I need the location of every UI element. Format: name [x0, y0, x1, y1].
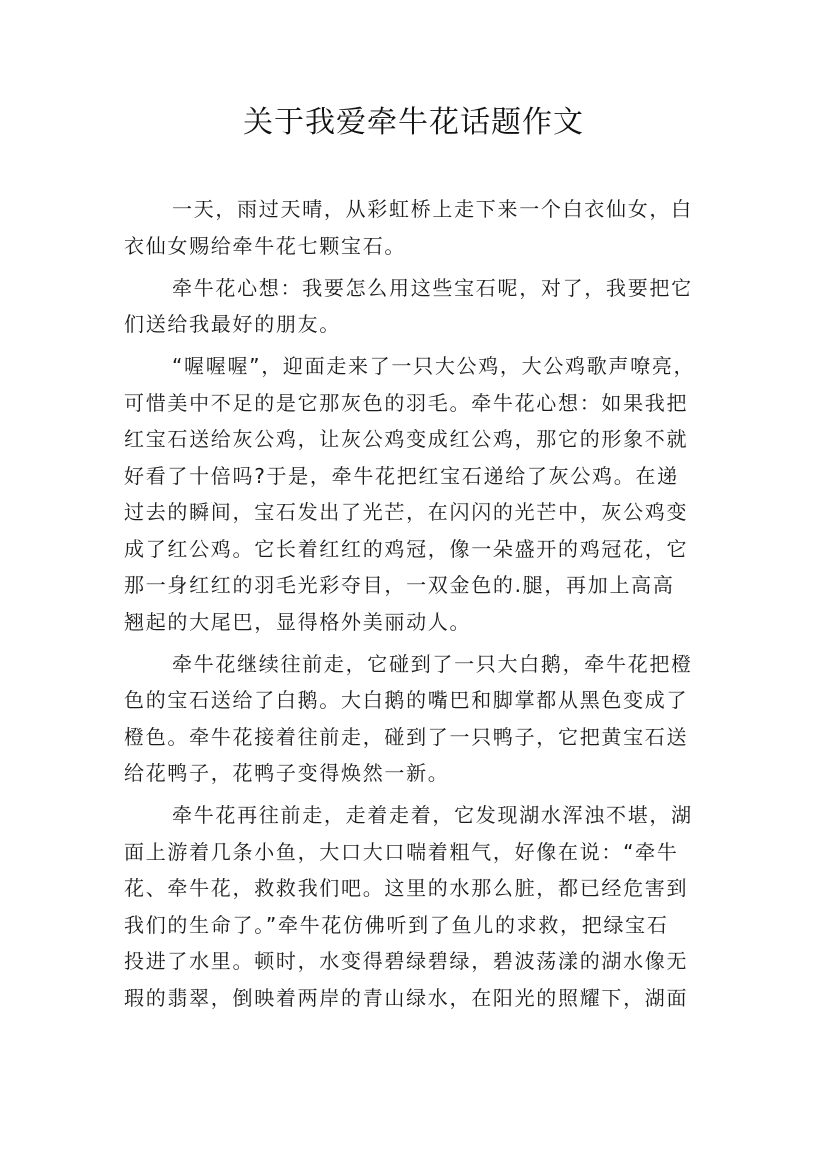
paragraph-line: 牵牛花继续往前走，它碰到了一只大白鹅，牵牛花把橙	[172, 651, 693, 676]
paragraph-line: 面上游着几条小鱼，大口大口喘着粗气，好像在说：“牵牛	[124, 839, 679, 864]
paragraph-line: 我们的生命了。”牵牛花仿佛听到了鱼儿的求救，把绿宝石	[124, 912, 669, 937]
paragraph-1	[124, 191, 724, 264]
paragraph-2	[124, 270, 724, 343]
paragraph-line: 给花鸭子，花鸭子变得焕然一新。	[124, 761, 450, 785]
paragraph-3	[124, 348, 724, 640]
paragraph-line: 投进了水里。顿时，水变得碧绿碧绿，碧波荡漾的湖水像无	[124, 949, 689, 973]
paragraph-line: 牵牛花再往前走，走着走着，它发现湖水浑浊不堪，湖	[172, 803, 693, 827]
paragraph-line: 牵牛花心想：我要怎么用这些宝石呢，对了，我要把它	[172, 275, 693, 300]
paragraph-5	[124, 797, 724, 1016]
paragraph-line: 们送给我最好的朋友。	[124, 312, 341, 336]
paragraph-line: 色的宝石送给了白鹅。大白鹅的嘴巴和脚掌都从黑色变成了	[124, 688, 689, 712]
paragraph-line: 瑕的翡翠，倒映着两岸的青山绿水，在阳光的照耀下，湖面	[124, 985, 689, 1010]
paragraph-line: 成了红公鸡。它长着红红的鸡冠，像一朵盛开的鸡冠花，它	[124, 536, 689, 561]
paragraph-line: 橙色。牵牛花接着往前走，碰到了一只鸭子，它把黄宝石送	[124, 724, 689, 749]
paragraph-line: 过去的瞬间，宝石发出了光芒，在闪闪的光芒中，灰公鸡变	[124, 500, 689, 524]
paragraph-line: 花、牵牛花，救救我们吧。这里的水那么脏，都已经危害到	[124, 876, 689, 900]
paragraph-line: 一天，雨过天晴，从彩虹桥上走下来一个白衣仙女，白	[172, 197, 693, 221]
paragraph-line: 翘起的大尾巴，显得格外美丽动人。	[124, 609, 472, 634]
paragraph-line: 衣仙女赐给牵牛花七颗宝石。	[124, 233, 407, 258]
document-body	[124, 191, 724, 1016]
paragraph-line: 好看了十倍吗?于是，牵牛花把红宝石递给了灰公鸡。在递	[124, 463, 679, 488]
paragraph-line: 红宝石送给灰公鸡，让灰公鸡变成红公鸡，那它的形象不就	[124, 427, 689, 451]
paragraph-line: “喔喔喔”，迎面走来了一只大公鸡，大公鸡歌声嘹亮，	[172, 354, 696, 378]
paragraph-line: 那一身红红的羽毛光彩夺目，一双金色的.腿，再加上高高	[124, 573, 675, 597]
paragraph-line: 可惜美中不足的是它那灰色的羽毛。牵牛花心想：如果我把	[124, 390, 689, 415]
paragraph-4	[124, 646, 724, 792]
document-title: 关于我爱牵牛花话题作文	[243, 105, 584, 140]
